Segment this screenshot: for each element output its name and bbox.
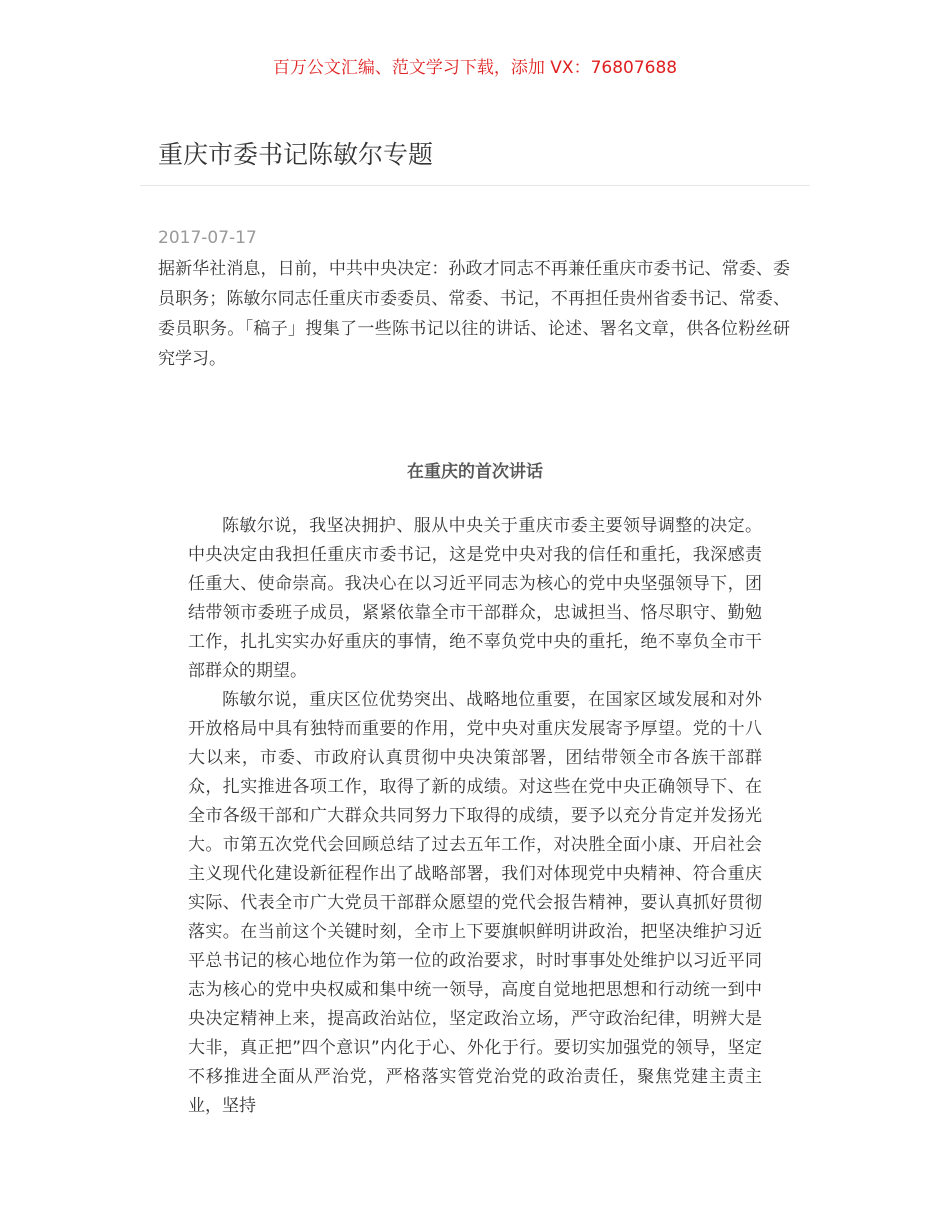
section-heading: 在重庆的首次讲话 (407, 462, 543, 482)
page-title: 重庆市委书记陈敏尔专题 (158, 140, 434, 169)
article-paragraph: 陈敏尔说，重庆区位优势突出、战略地位重要，在国家区域发展和对外开放格局中具有独特而重要的作用，党中央对重庆发展寄予厚望。党的十八大以来，市委、市政府认真贯彻中央决策部署，团结带领全市各族干部群众，扎实推进各项工作，取得了新的成绩。对这些在党中央正确领导下、在全市各级干部和广大群众共同努力下取得的成绩，要予以充分肯定并发扬光大。市第五次党代会回顾总结了过去五年工作，对决胜全面小康、开启社会主义现代化建设新征程作出了战略部署，我们对体现党中央精神、符合重庆实际、代表全市广大党员干部群众愿望的党代会报告精神，要认真抓好贯彻落实。在当前这个关键时刻，全市上下要旗帜鲜明讲政治，把坚决维护习近平总书记的核心地位作为第一位的政治要求，时时事事处处维护以习近平同志为核心的党中央权威和集中统一领导，高度自觉地把思想和行动统一到中央决定精神上来，提高政治站位，坚定政治立场，严守政治纪律，明辨大是大非，真正把”四个意识”内化于心、外化于行。要切实加强党的领导，坚定不移推进全面从严治党，严格落实管党治党的政治责任，聚焦党建主责主业，坚持 (188, 690, 762, 1116)
promo-banner: 百万公文汇编、范文学习下载，添加 VX：76807688 (272, 58, 678, 78)
article-paragraph: 陈敏尔说，我坚决拥护、服从中央关于重庆市委主要领导调整的决定。中央决定由我担任重庆市委书记，这是党中央对我的信任和重托，我深感责任重大、使命崇高。我决心在以习近平同志为核心的党中央坚强领导下，团结带领市委班子成员，紧紧依靠全市干部群众，忠诚担当、恪尽职守、勤勉工作，扎扎实实办好重庆的事情，绝不辜负党中央的重托，绝不辜负全市干部群众的期望。 (188, 516, 762, 681)
intro-paragraph: 据新华社消息，日前，中共中央决定：孙政才同志不再兼任重庆市委书记、常委、委员职务；陈敏尔同志任重庆市委委员、常委、书记，不再担任贵州省委书记、常委、委员职务。「稿子」搜集了一些陈书记以往的讲话、论述、署名文章，供各位粉丝研究学习。 (158, 259, 790, 369)
article-body (188, 512, 762, 1121)
title-divider (140, 185, 810, 186)
publish-date: 2017-07-17 (158, 228, 257, 248)
